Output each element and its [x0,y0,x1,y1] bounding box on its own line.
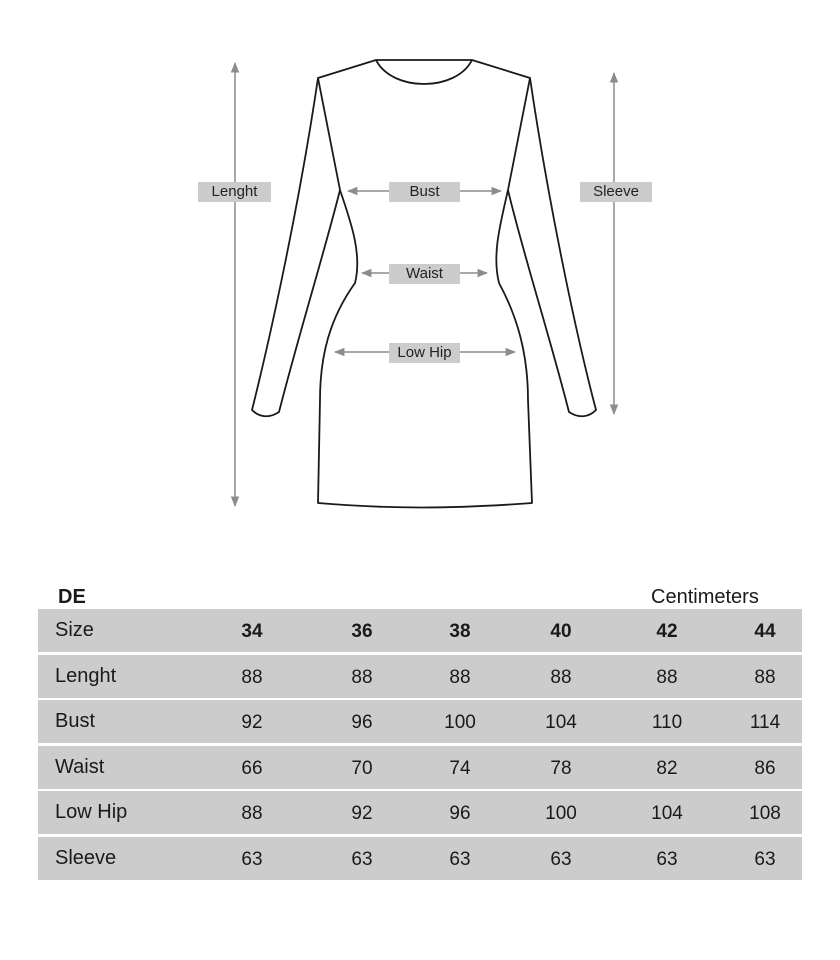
table-cell: 63 [351,848,373,870]
table-cell: 63 [754,848,776,870]
length-label: Lenght [198,182,271,202]
table-cell: 92 [241,712,263,734]
table-header-row [38,609,802,652]
waist-label: Waist [389,264,460,284]
table-cell: 70 [351,757,373,779]
table-cell: 108 [749,803,781,825]
table-cell: 96 [351,712,373,734]
table-cell: 100 [545,803,577,825]
table-cell: 63 [550,848,572,870]
table-cell: 88 [754,666,776,688]
table-cell: 104 [545,712,577,734]
size-value: 38 [449,621,471,642]
table-cell: 63 [656,848,678,870]
neckline [376,60,472,84]
table-cell: 88 [449,666,471,688]
size-value: 40 [550,621,572,642]
row-label: Bust [55,710,96,733]
size-chart-table [38,609,802,883]
table-cell: 78 [550,757,572,779]
table-row [38,791,802,834]
size-value: 44 [754,621,776,642]
table-cell: 86 [754,757,776,779]
sleeve-label: Sleeve [580,182,652,202]
bust-label: Bust [389,182,460,202]
table-cell: 88 [351,666,373,688]
table-cell: 88 [656,666,678,688]
row-label: Sleeve [55,846,117,869]
table-cell: 104 [651,803,683,825]
table-cell: 96 [449,803,471,825]
table-row [38,700,802,743]
table-row [38,837,802,880]
table-cell: 88 [550,666,572,688]
table-cell: 92 [351,803,373,825]
size-value: 36 [351,621,373,642]
table-cell: 66 [241,757,263,779]
table-cell: 88 [241,803,263,825]
unit-label: Centimeters [651,586,759,608]
table-row [38,655,802,698]
table-cell: 110 [651,712,683,734]
table-cell: 100 [444,712,476,734]
size-value: 42 [656,621,678,642]
table-cell: 82 [656,757,678,779]
row-label: Lenght [55,664,117,687]
left-sleeve-outline [252,78,340,416]
header-label: Size [55,619,94,641]
size-value: 34 [241,621,263,642]
table-cell: 114 [749,712,781,734]
right-sleeve-outline [508,78,596,416]
table-row [38,746,802,789]
table-cell: 63 [241,848,263,870]
region-label: DE [58,586,86,608]
row-label: Waist [55,755,105,778]
row-label: Low Hip [55,801,128,824]
table-cell: 63 [449,848,471,870]
table-cell: 88 [241,666,263,688]
low-hip-label: Low Hip [389,343,460,363]
table-cell: 74 [449,757,471,779]
